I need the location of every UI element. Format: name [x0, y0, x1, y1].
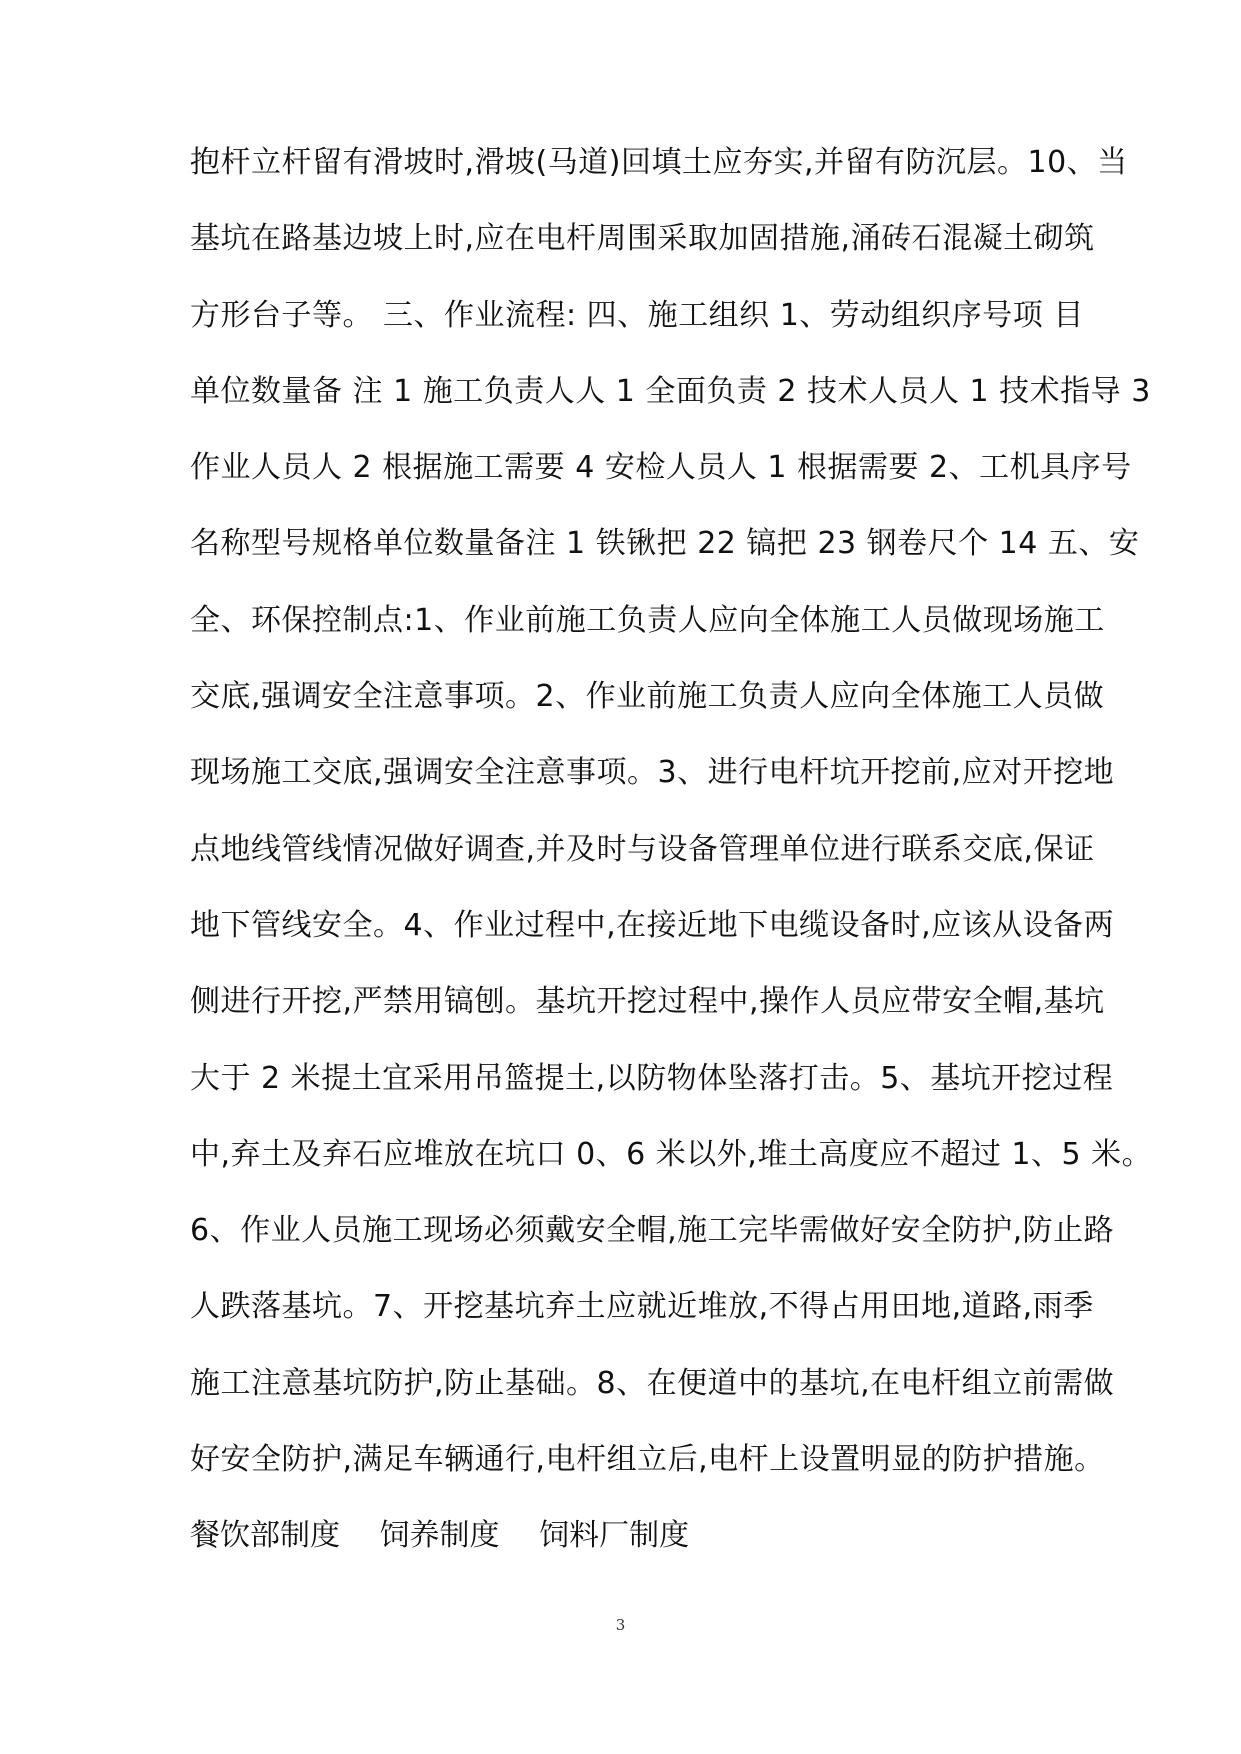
- text-line: 侧进行开挖,严禁用镐刨。基坑开挖过程中,操作人员应带安全帽,基坑: [190, 984, 1105, 1020]
- text-line: 现场施工交底,强调安全注意事项。3、进行电杆坑开挖前,应对开挖地: [190, 755, 1115, 791]
- text-line: 大于 2 米提土宜采用吊篮提土,以防物体坠落打击。5、基坑开挖过程: [190, 1060, 1114, 1096]
- page-number: 3: [615, 1616, 626, 1634]
- text-line: 施工注意基坑防护,防止基础。8、在便道中的基坑,在电杆组立前需做: [190, 1365, 1115, 1401]
- text-line: 抱杆立杆留有滑坡时,滑坡(马道)回填土应夯实,并留有防沉层。10、当: [190, 145, 1128, 180]
- related-link-feed-mill-rules[interactable]: 饲料厂制度: [539, 1518, 690, 1554]
- text-line: 单位数量备 注 1 施工负责人人 1 全面负责 2 技术人员人 1 技术指导 3: [190, 373, 1151, 409]
- text-line: 方形台子等。 三、作业流程: 四、施工组织 1、劳动组织序号项 目: [190, 297, 1084, 333]
- text-line: 点地线管线情况做好调查,并及时与设备管理单位进行联系交底,保证: [190, 831, 1095, 867]
- text-line: 基坑在路基边坡上时,应在电杆周围采取加固措施,涌砖石混凝土砌筑: [190, 221, 1095, 257]
- text-line: 全、环保控制点:1、作业前施工负责人应向全体施工人员做现场施工: [190, 602, 1105, 638]
- related-link-feeding-rules[interactable]: 饲养制度: [379, 1518, 500, 1554]
- text-line: 名称型号规格单位数量备注 1 铁锹把 22 镐把 23 钢卷尺个 14 五、安: [190, 526, 1140, 562]
- text-line: 好安全防护,满足车辆通行,电杆组立后,电杆上设置明显的防护措施。: [190, 1442, 1105, 1478]
- text-line: 人跌落基坑。7、开挖基坑弃土应就近堆放,不得占用田地,道路,雨季: [190, 1289, 1094, 1325]
- text-line: 6、作业人员施工现场必须戴安全帽,施工完毕需做好安全防护,防止路: [190, 1213, 1115, 1249]
- text-line: 交底,强调安全注意事项。2、作业前施工负责人应向全体施工人员做: [190, 679, 1105, 715]
- document-body: [190, 140, 1153, 1590]
- text-line: 地下管线安全。4、作业过程中,在接近地下电缆设备时,应该从设备两: [190, 907, 1115, 943]
- text-line: 作业人员人 2 根据施工需要 4 安检人员人 1 根据需要 2、工机具序号: [190, 450, 1132, 486]
- text-line: 中,弃土及弃石应堆放在坑口 0、6 米以外,堆土高度应不超过 1、5 米。: [190, 1136, 1153, 1172]
- related-link-catering-rules[interactable]: 餐饮部制度: [190, 1518, 340, 1554]
- related-links: [190, 1513, 1060, 1589]
